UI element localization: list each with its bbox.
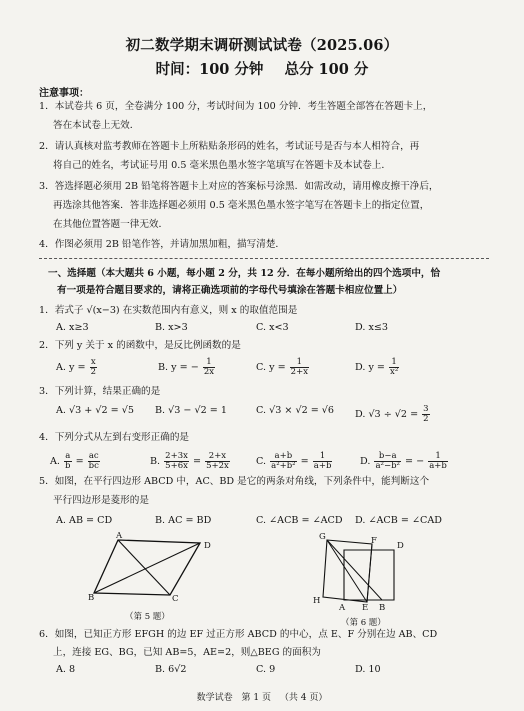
denominator: a²+b²	[271, 461, 296, 471]
q2-c-prefix: C. y =	[256, 362, 286, 373]
q4-option-b	[150, 452, 231, 471]
fraction	[164, 452, 189, 471]
numerator: a	[65, 451, 71, 461]
numerator: 3	[423, 404, 429, 414]
q2-d-prefix: D. y =	[355, 362, 385, 373]
label-c: C	[172, 594, 179, 604]
numerator: a+b	[270, 452, 296, 462]
q2-option-c	[256, 358, 310, 377]
note-line: 4．作图必须用 2B 铅笔作答，并请加黑加粗，描写清楚．	[39, 239, 286, 250]
label-d: D	[204, 541, 211, 551]
note-line: 将自己的姓名，考试证号用 0.5 毫米黑色墨水签字笔填写在答题卡及本试卷上．	[53, 160, 391, 171]
footer-subject: 数学试卷	[196, 693, 233, 703]
equals-sign: =	[404, 456, 414, 467]
q5-option-c: C. ∠ACB = ∠ACD	[256, 515, 343, 526]
q6-option-d: D. 10	[355, 664, 381, 675]
figure-6-caption: （第 6 题）	[341, 618, 386, 628]
page-footer	[0, 690, 524, 703]
q6-option-a: A. 8	[56, 664, 76, 675]
q4-a-label: A.	[50, 456, 60, 467]
numerator: x	[90, 357, 96, 367]
note-line: 在其他位置答题一律无效．	[53, 219, 169, 230]
figure-5-parallelogram	[90, 535, 215, 610]
label-d-fig6: D	[397, 541, 404, 551]
denominator: 5+6x	[165, 461, 188, 471]
q3-d-prefix: D. √3 ÷ √2 =	[355, 409, 419, 420]
q2-option-b	[158, 358, 216, 377]
question-5-stem: 5．如图，在平行四边形 ABCD 中，AC、BD 是它的两条对角线，下列条件中，能判断这个	[39, 476, 430, 487]
numerator: 1	[389, 358, 399, 368]
fraction	[64, 452, 71, 471]
q4-c-label: C.	[256, 456, 267, 467]
numerator: 1	[313, 452, 333, 462]
note-line: 再选涂其他答案．答非选择题必须用 0.5 毫米黑色墨水签字笔写在答题卡上的指定位置，	[53, 200, 430, 211]
numerator: b−a	[374, 452, 400, 462]
denominator: 2+x	[290, 367, 308, 377]
denominator: a+b	[429, 461, 447, 471]
q1-option-b: B. x>3	[155, 322, 188, 333]
q6-option-c: C. 9	[256, 664, 276, 675]
denominator: x²	[390, 367, 399, 377]
fraction	[374, 452, 400, 471]
fraction	[205, 452, 230, 471]
denominator: bc	[88, 461, 99, 471]
denominator: a²−b²	[375, 461, 400, 471]
q4-d-label: D.	[360, 456, 371, 467]
footer-total: （共 4 页）	[279, 693, 328, 703]
question-1-stem: 1．若式子 √(x−3) 在实数范围内有意义，则 x 的取值范围是	[39, 305, 298, 316]
denominator: a+b	[313, 461, 332, 471]
q5-option-a: A. AB = CD	[56, 515, 113, 526]
label-b-fig6: B	[379, 603, 386, 613]
fraction	[389, 358, 399, 377]
notes-heading: 注意事项：	[39, 88, 89, 99]
label-a: A	[116, 531, 123, 541]
q1-option-a: A. x≥3	[56, 322, 89, 333]
numerator: 1	[203, 358, 215, 368]
q4-b-label: B.	[150, 456, 161, 467]
label-h: H	[313, 596, 321, 606]
diagonal-ac	[118, 540, 170, 595]
equals-sign: =	[300, 456, 309, 467]
numerator: 1	[428, 452, 448, 462]
time-label: 时间：100 分钟	[155, 61, 264, 78]
label-b: B	[88, 593, 95, 603]
segment-bg	[327, 540, 382, 600]
section-heading: 有一项是符合题目要求的，请将正确选项前的字母代号填涂在答题卡相应位置上）	[57, 285, 403, 296]
segment-ef	[367, 544, 372, 602]
label-f: F	[371, 536, 377, 546]
fraction	[203, 358, 215, 377]
denominator: b	[65, 461, 71, 471]
minus-sign: −	[416, 456, 425, 467]
exam-time-score	[0, 58, 524, 79]
score-label: 总分 100 分	[284, 61, 369, 78]
question-6-stem: 6．如图，已知正方形 EFGH 的边 EF 过正方形 ABCD 的中心，点 E、F 分别在边 AB、CD	[39, 629, 438, 640]
section-heading: 一、选择题（本大题共 6 小题，每小题 2 分，共 12 分．在每小题所给出的四个选项中，恰	[48, 268, 441, 279]
q3-option-c: C. √3 × √2 = √6	[256, 405, 335, 416]
denominator: 2	[90, 367, 97, 377]
label-g: G	[319, 532, 326, 542]
figure-5-caption: （第 5 题）	[125, 612, 170, 622]
q4-option-c	[256, 452, 333, 471]
q1-option-c: C. x<3	[256, 322, 289, 333]
label-a-fig6: A	[339, 603, 346, 613]
q5-option-d: D. ∠ACB = ∠CAD	[355, 515, 442, 526]
numerator: 1	[290, 358, 309, 368]
q3-option-a: A. √3 + √2 = √5	[56, 405, 134, 416]
segment-eg	[327, 540, 367, 602]
q4-option-a	[50, 452, 101, 471]
q2-option-d	[355, 358, 400, 377]
question-5-stem: 平行四边形是菱形的是	[53, 495, 149, 506]
q6-option-b: B. 6√2	[155, 664, 187, 675]
numerator: 2+3x	[165, 451, 188, 461]
numerator: ac	[88, 451, 99, 461]
footer-page: 第 1 页	[241, 693, 271, 703]
fraction	[428, 452, 448, 471]
q3-option-d	[355, 405, 431, 424]
q2-a-prefix: A. y =	[56, 362, 86, 373]
diagonal-bd	[94, 543, 200, 593]
label-e: E	[362, 603, 369, 613]
denominator: 5+2x	[206, 461, 229, 471]
fraction	[422, 405, 429, 424]
page-title: 初二数学期末调研测试试卷（2025.06）	[125, 37, 399, 54]
q1-option-d: D. x≤3	[355, 322, 389, 333]
q3-option-b: B. √3 − √2 = 1	[155, 405, 227, 416]
q4-option-d	[360, 452, 449, 471]
note-line: 3．答选择题必须用 2B 铅笔将答题卡上对应的答案标号涂黑．如需改动，请用橡皮擦干净后，	[39, 181, 439, 192]
equals-sign: =	[75, 456, 84, 467]
fraction	[313, 452, 333, 471]
section-divider	[39, 258, 489, 259]
note-line: 答在本试卷上无效．	[53, 120, 140, 131]
fraction	[290, 358, 309, 377]
note-line: 2．请认真核对监考教师在答题卡上所粘贴条形码的姓名，考试证号是否与本人相符合，再	[39, 141, 420, 152]
numerator: 2+x	[205, 452, 230, 462]
fraction	[88, 452, 100, 471]
q2-option-a	[56, 358, 98, 377]
question-2-stem: 2．下列 y 关于 x 的函数中，是反比例函数的是	[39, 340, 241, 351]
question-4-stem: 4．下列分式从左到右变形正确的是	[39, 432, 190, 443]
question-6-stem: 上，连接 EG、BG，已知 AB=5，AE=2，则△BEG 的面积为	[53, 647, 321, 658]
note-line: 1．本试卷共 6 页，全卷满分 100 分，考试时间为 100 分钟．考生答题全部答在答题卡上，	[39, 101, 433, 112]
denominator: 2	[423, 414, 429, 424]
q5-option-b: B. AC = BD	[155, 515, 212, 526]
denominator: 2x	[203, 367, 215, 377]
equals-sign: =	[192, 456, 202, 467]
question-3-stem: 3．下列计算，结果正确的是	[39, 386, 161, 397]
q2-b-prefix: B. y = −	[158, 362, 199, 373]
fraction	[270, 452, 296, 471]
fraction	[90, 358, 97, 377]
